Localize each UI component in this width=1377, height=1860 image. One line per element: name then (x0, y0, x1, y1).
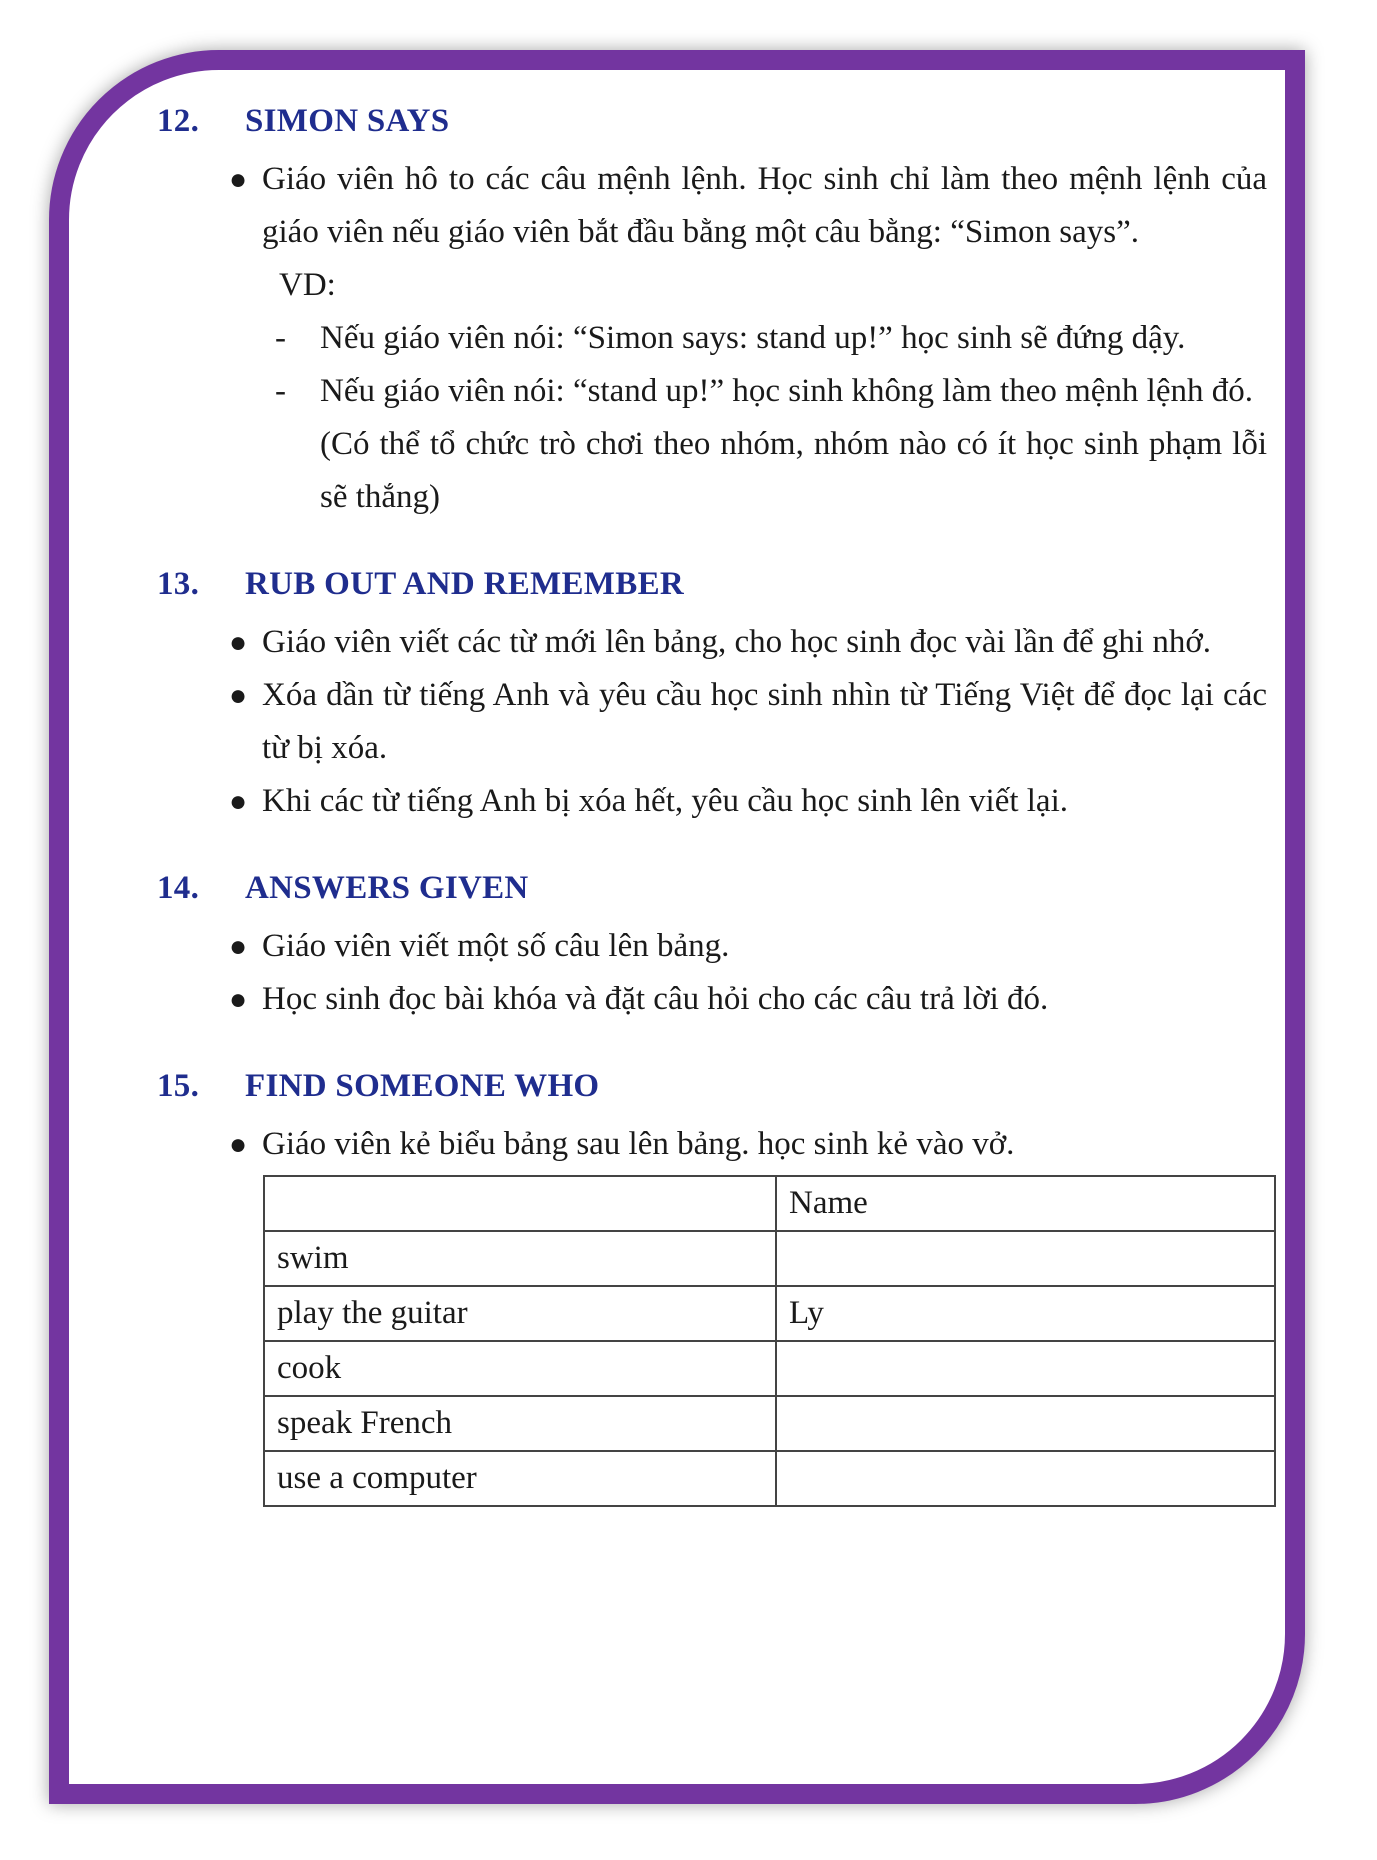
section-heading (157, 95, 1267, 153)
table-cell (776, 1341, 1275, 1396)
section-heading (157, 862, 1267, 920)
bullet-text: Giáo viên hô to các câu mệnh lệnh. Học sinh chỉ làm theo mệnh lệnh của giáo viên nếu giáo viên bắt đầu bằng một câu bằng: “Simon says”. (262, 161, 1267, 250)
bullet-icon: ● (229, 983, 248, 1016)
bullet-text: Giáo viên viết các từ mới lên bảng, cho học sinh đọc vài lần để ghi nhớ. (262, 624, 1212, 660)
bullet-item (157, 920, 1267, 973)
bullet-icon: ● (229, 163, 248, 196)
dash-item (157, 312, 1267, 365)
bullet-item (157, 153, 1267, 259)
document-content (157, 95, 1267, 1541)
dash-item (157, 365, 1267, 418)
table-cell: Ly (776, 1286, 1275, 1341)
bullet-icon: ● (229, 785, 248, 818)
table-cell: swim (264, 1231, 776, 1286)
table-row (264, 1231, 1275, 1286)
section-title: RUB OUT AND REMEMBER (245, 566, 685, 602)
section-15 (157, 1060, 1267, 1507)
section-number: 12. (157, 103, 200, 139)
find-someone-table (263, 1175, 1276, 1507)
bullet-item (157, 616, 1267, 669)
bullet-text: Giáo viên kẻ biểu bảng sau lên bảng. học sinh kẻ vào vở. (262, 1126, 1015, 1162)
section-13 (157, 558, 1267, 828)
table-cell: speak French (264, 1396, 776, 1451)
section-number: 15. (157, 1068, 200, 1104)
bullet-text: Học sinh đọc bài khóa và đặt câu hỏi cho các câu trả lời đó. (262, 981, 1049, 1017)
bullet-item (157, 1118, 1267, 1171)
bullet-icon: ● (229, 1128, 248, 1161)
table-cell (776, 1396, 1275, 1451)
section-title: ANSWERS GIVEN (245, 870, 529, 906)
table-cell (776, 1231, 1275, 1286)
table-row (264, 1286, 1275, 1341)
note-text: (Có thể tổ chức trò chơi theo nhóm, nhóm nào có ít học sinh phạm lỗi sẽ thắng) (320, 426, 1267, 515)
table-cell: play the guitar (264, 1286, 776, 1341)
section-14 (157, 862, 1267, 1026)
bullet-item (157, 669, 1267, 775)
table-row (264, 1451, 1275, 1506)
table-header-cell: Name (776, 1176, 1275, 1231)
dash-icon: - (275, 320, 286, 356)
bullet-item (157, 775, 1267, 828)
section-number: 13. (157, 566, 200, 602)
bullet-icon: ● (229, 626, 248, 659)
section-title: FIND SOMEONE WHO (245, 1068, 600, 1104)
bullet-text: Xóa dần từ tiếng Anh và yêu cầu học sinh nhìn từ Tiếng Việt để đọc lại các từ bị xóa. (262, 677, 1267, 766)
bullet-item (157, 973, 1267, 1026)
table-cell (776, 1451, 1275, 1506)
section-title: SIMON SAYS (245, 103, 450, 139)
bullet-text: Khi các từ tiếng Anh bị xóa hết, yêu cầu học sinh lên viết lại. (262, 783, 1069, 819)
table-cell: cook (264, 1341, 776, 1396)
section-number: 14. (157, 870, 200, 906)
section-heading (157, 1060, 1267, 1118)
bullet-icon: ● (229, 930, 248, 963)
table-header-row (264, 1176, 1275, 1231)
dash-text: Nếu giáo viên nói: “Simon says: stand up!” học sinh sẽ đứng dậy. (320, 320, 1186, 356)
table-header-cell (264, 1176, 776, 1231)
section-12 (157, 95, 1267, 524)
table-cell: use a computer (264, 1451, 776, 1506)
table-row (264, 1396, 1275, 1451)
example-label: VD: (279, 267, 336, 303)
bullet-text: Giáo viên viết một số câu lên bảng. (262, 928, 730, 964)
bullet-icon: ● (229, 679, 248, 712)
section-heading (157, 558, 1267, 616)
table-row (264, 1341, 1275, 1396)
dash-icon: - (275, 373, 286, 409)
dash-text: Nếu giáo viên nói: “stand up!” học sinh không làm theo mệnh lệnh đó. (320, 373, 1253, 409)
